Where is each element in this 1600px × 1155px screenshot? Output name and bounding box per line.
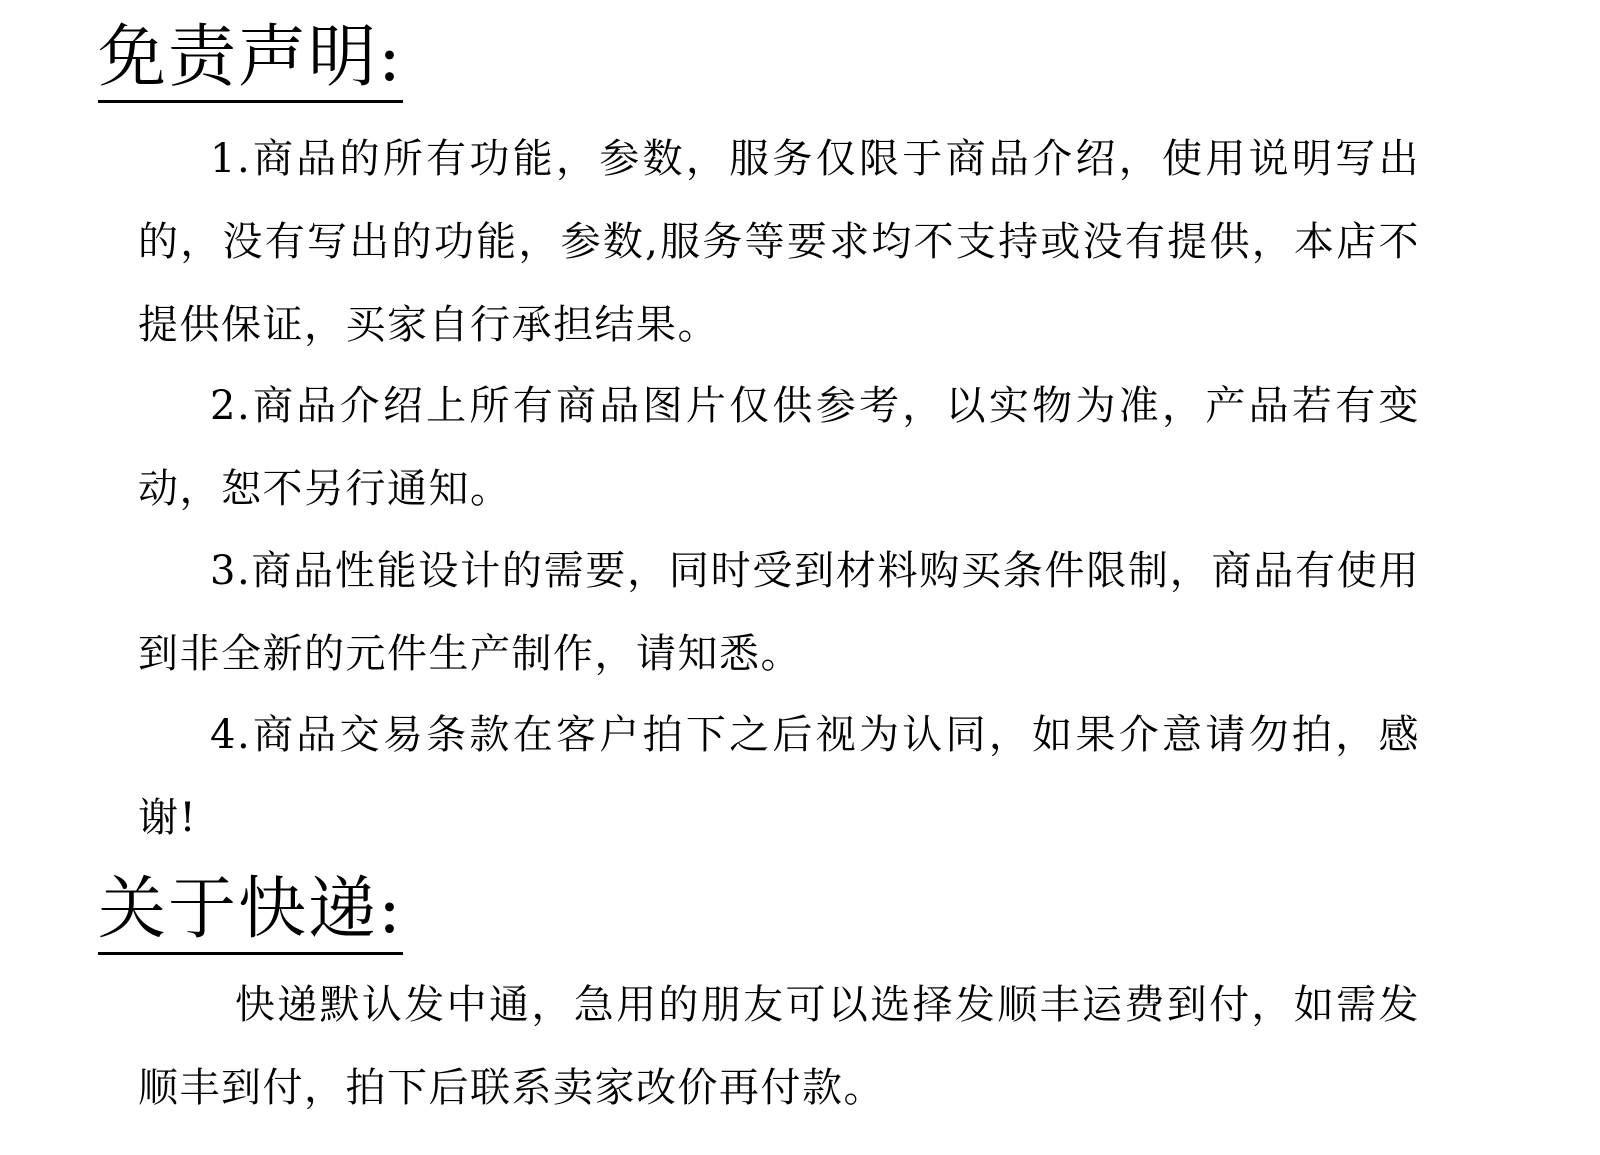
disclaimer-item-3: [138, 530, 1420, 696]
disclaimer-item-2-text: 2.商品介绍上所有商品图片仅供参考，以实物为准，产品若有变动，恕不另行通知。: [138, 383, 1420, 512]
disclaimer-item-3-text: 3.商品性能设计的需要，同时受到材料购买条件限制，商品有使用到非全新的元件生产制作，请知悉。: [138, 548, 1420, 677]
express-title: 关于快递:: [98, 870, 403, 955]
disclaimer-item-2: [138, 365, 1420, 531]
disclaimer-item-1-text: 1.商品的所有功能，参数，服务仅限于商品介绍，使用说明写出的，没有写出的功能，参数,服务等要求均不支持或没有提供，本店不提供保证，买家自行承担结果。: [138, 136, 1420, 348]
express-paragraph: [138, 964, 1420, 1130]
express-paragraph-text: 快递默认发中通，急用的朋友可以选择发顺丰运费到付，如需发顺丰到付，拍下后联系卖家改价再付款。: [138, 982, 1420, 1111]
disclaimer-item-4-text: 4.商品交易条款在客户拍下之后视为认同，如果介意请勿拍，感谢!: [138, 712, 1420, 841]
disclaimer-item-4: [138, 694, 1420, 860]
disclaimer-item-1: [138, 118, 1420, 367]
disclaimer-title: 免责声明:: [98, 18, 403, 103]
